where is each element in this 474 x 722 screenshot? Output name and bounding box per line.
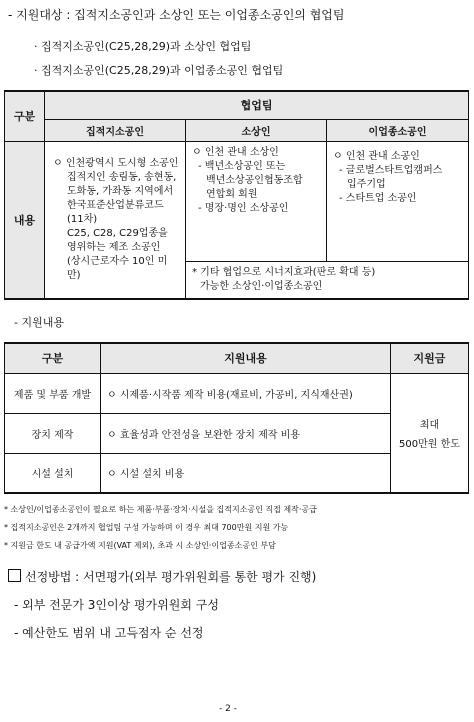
square-bullet-icon	[8, 569, 21, 582]
cluster-line-2: 집적지인 송림동, 송현동,	[67, 171, 177, 183]
other-line-1: ㅇ 인천 관내 소공인	[333, 150, 420, 162]
merchant-line-5: - 명장·명인 소상공인	[198, 202, 289, 214]
amount-line-2: 500만원 한도	[399, 438, 460, 450]
table2-header-content: 지원내용	[101, 343, 391, 373]
target-heading: - 지원대상 : 집적지소공인과 소상인 또는 이업종소공인의 협업팀	[8, 8, 345, 22]
note-2: * 집적지소공인은 2개까지 협업팀 구성 가능하며 이 경우 최대 700만원 지원 가능	[4, 523, 289, 532]
table2-header-amount: 지원금	[391, 343, 469, 373]
cluster-line-5: C25, C28, C29업종을	[67, 227, 168, 239]
target-bullet-2: · 집적지소공인(C25,28,29)과 이업종소공인 협업팀	[34, 64, 284, 77]
other-line-3: 입주기업	[347, 178, 386, 190]
table1-header-other: 이업종소공인	[327, 119, 469, 141]
note-3: * 지원금 한도 내 공급가액 지원(VAT 제외), 초과 시 소상인·이업종소공인 부담	[4, 541, 276, 550]
table2-header-gubun: 구분	[5, 343, 101, 373]
note-line-2: 가능한 소상인·이업종소공인	[200, 280, 323, 292]
cluster-line-1: ㅇ 인천광역시 도시형 소공인	[53, 157, 179, 169]
target-bullet-1: · 집적지소공인(C25,28,29)과 소상인 협업팀	[34, 40, 252, 53]
support-content-table	[4, 342, 469, 494]
selection-item-1: - 외부 전문가 3인이상 평가위원회 구성	[14, 598, 219, 612]
selection-heading-text: 선정방법 : 서면평가(외부 평가위원회를 통한 평가 진행)	[25, 570, 317, 584]
table1-group-header: 협업팀	[45, 91, 469, 119]
table2-row-2-gubun: 장치 제작	[5, 413, 101, 453]
cluster-line-7: (상시근로자수 10인 미만)	[67, 255, 168, 281]
merchant-line-4: 연합회 회원	[206, 188, 258, 200]
other-line-4: - 스타트업 소공인	[339, 192, 417, 204]
table1-cluster-cell	[45, 141, 186, 299]
table2-row-2-content: ㅇ 효율성과 안전성을 보완한 장치 제작 비용	[101, 413, 391, 453]
table2-row-3-content: ㅇ 시설 설치 비용	[101, 453, 391, 493]
table1-note-cell	[186, 261, 469, 299]
cluster-line-6: 영위하는 제조 소공인	[67, 241, 161, 253]
table2-amount-cell	[391, 373, 469, 493]
page-number: - 2 -	[219, 704, 237, 714]
table1-other-cell	[327, 141, 469, 261]
table1-merchant-cell	[186, 141, 327, 261]
amount-line-1: 최대	[419, 419, 440, 431]
note-line-1: * 기타 협업으로 시너지효과(판로 확대 등)	[192, 266, 376, 278]
selection-heading	[8, 568, 316, 585]
support-content-heading: - 지원내용	[14, 316, 64, 329]
table1-row-label: 내용	[5, 141, 45, 299]
table1-header-merchant: 소상인	[186, 119, 327, 141]
table2-row-1-content: ㅇ 시제품·시작품 제작 비용(재료비, 가공비, 지식재산권)	[101, 373, 391, 413]
note-1: * 소상인/이업종소공인이 필요로 하는 제품·부품·장치·시설을 집적지소공인 직접 제작·공급	[4, 505, 317, 514]
selection-item-2: - 예산한도 범위 내 고득점자 순 선정	[14, 626, 204, 640]
table1-gubun-header: 구분	[5, 91, 45, 141]
cluster-line-3: 도화동, 가좌동 지역에서	[67, 185, 174, 197]
table2-row-1-gubun: 제품 및 부품 개발	[5, 373, 101, 413]
merchant-line-3: 백년소상공인협동조합	[206, 174, 303, 186]
cluster-line-4: 한국표준산업분류코드(11차)	[67, 199, 164, 225]
collab-team-table	[4, 90, 469, 300]
table1-header-cluster: 집적지소공인	[45, 119, 186, 141]
table2-row-3-gubun: 시설 설치	[5, 453, 101, 493]
other-line-2: - 글로벌스타트업캠퍼스	[339, 164, 443, 176]
merchant-line-2: - 백년소상공인 또는	[198, 160, 286, 172]
merchant-line-1: ㅇ 인천 관내 소상인	[192, 146, 279, 158]
